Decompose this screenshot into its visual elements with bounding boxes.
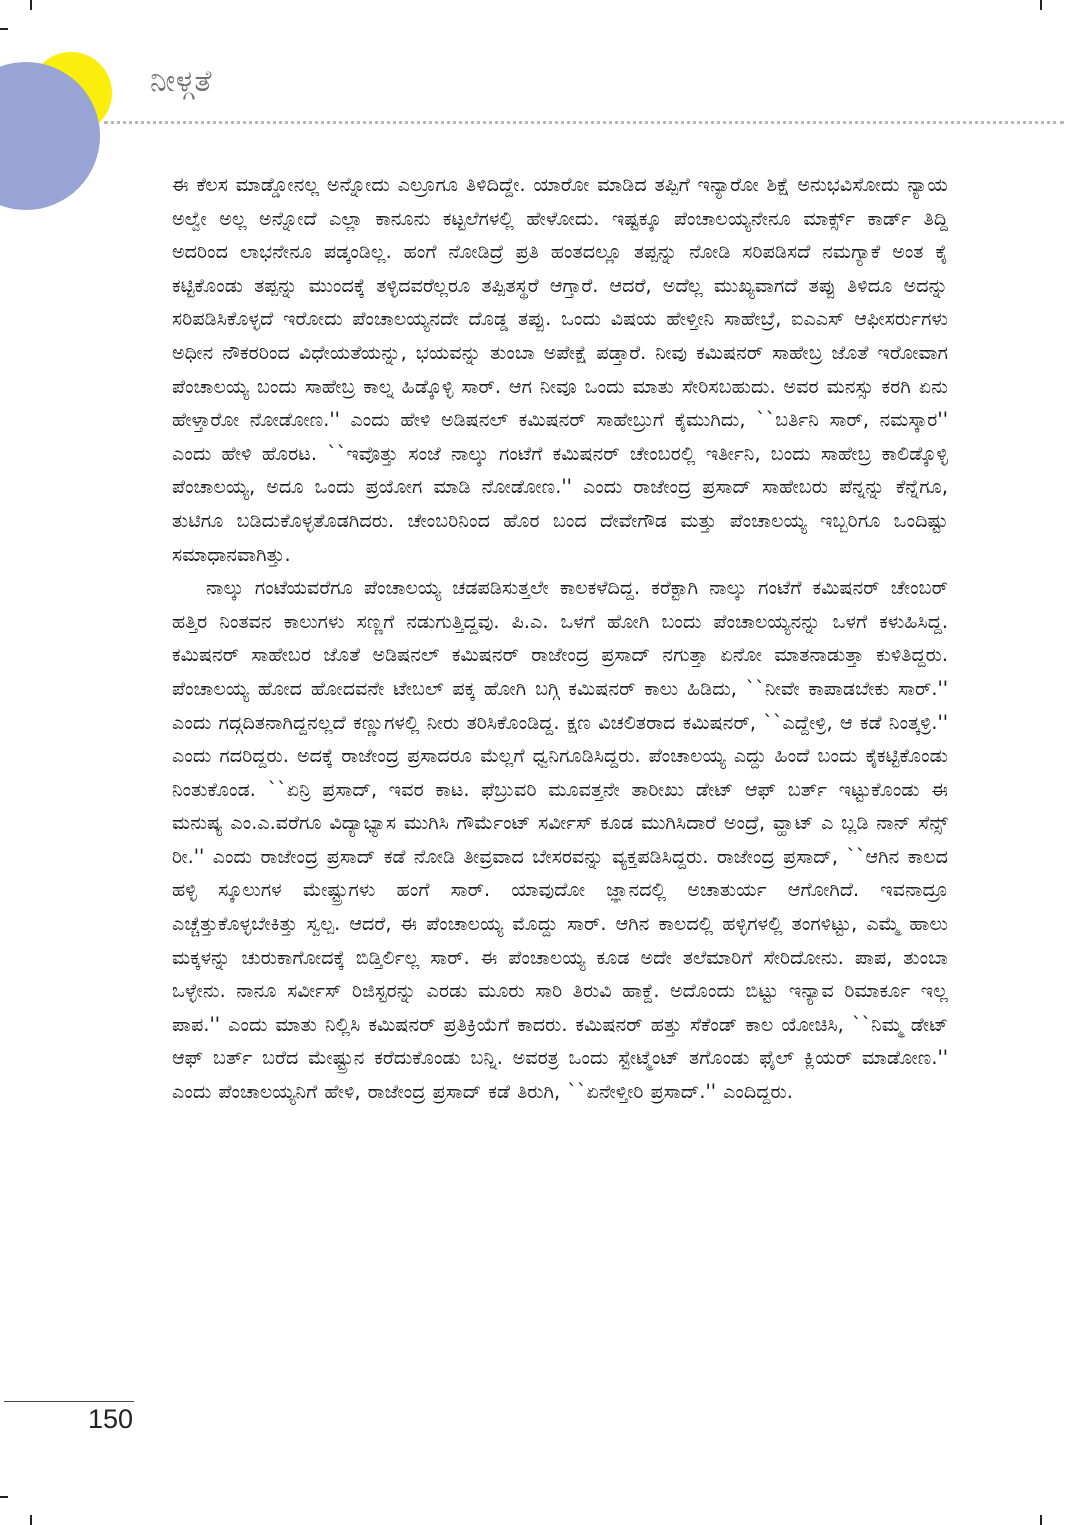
crop-mark-bottom-right — [1040, 1515, 1042, 1525]
crop-mark-bottom-left — [30, 1515, 32, 1525]
paragraph-2: ನಾಲ್ಕು ಗಂಟೆಯವರೆಗೂ ಪೆಂಚಾಲಯ್ಯ ಚಡಪಡಿಸುತ್ತಲೇ ಕಾಲಕಳೆದಿದ್ದ. ಕರೆಕ್ಟಾಗಿ ನಾಲ್ಕು ಗಂಟೆಗೆ ಕಮಿಷನರ್ ಚೇಂಬರ್ ಹತ್ತಿರ ನಿಂತವನ ಕಾಲುಗಳು ಸಣ್ಣಗೆ ನಡುಗುತ್ತಿದ್ದವು. ಪಿ.ಎ. ಒಳಗೆ ಹೋಗಿ ಬಂದು ಪೆಂಚಾಲಯ್ಯನನ್ನು ಒಳಗೆ ಕಳುಹಿಸಿದ್ದ. ಕಮಿಷನರ್ ಸಾಹೇಬರ ಜೊತೆ ಅಡಿಷನಲ್ ಕಮಿಷನರ್ ರಾಜೇಂದ್ರ ಪ್ರಸಾದ್ ನಗುತ್ತಾ ಏನೋ ಮಾತನಾಡುತ್ತಾ ಕುಳಿತಿದ್ದರು. ಪೆಂಚಾಲಯ್ಯ ಹೋದ ಹೋದವನೇ ಟೇಬಲ್ ಪಕ್ಕ ಹೋಗಿ ಬಗ್ಗಿ ಕಮಿಷನರ್ ಕಾಲು ಹಿಡಿದು, ``ನೀವೇ ಕಾಪಾಡಬೇಕು ಸಾರ್.'' ಎಂದು ಗದ್ಗದಿತನಾಗಿದ್ದನಲ್ಲದೆ ಕಣ್ಣುಗಳಲ್ಲಿ ನೀರು ತರಿಸಿಕೊಂಡಿದ್ದ. ಕ್ಷಣ ವಿಚಲಿತರಾದ ಕಮಿಷನರ್, ``ಎದ್ದೇಳ್ರಿ, ಆ ಕಡೆ ನಿಂತ್ಕಳ್ರಿ.'' ಎಂದು ಗದರಿದ್ದರು. ಅದಕ್ಕೆ ರಾಜೇಂದ್ರ ಪ್ರಸಾದರೂ ಮೆಲ್ಲಗೆ ಧ್ವನಿಗೂಡಿಸಿದ್ದರು. ಪೆಂಚಾಲಯ್ಯ ಎದ್ದು ಹಿಂದೆ ಬಂದು ಕೈಕಟ್ಟಿಕೊಂಡು ನಿಂತುಕೊಂಡ. ``ಏನ್ರಿ ಪ್ರಸಾದ್, ಇವರ ಕಾಟ. ಫೆಬ್ರುವರಿ ಮೂವತ್ತನೇ ತಾರೀಖು ಡೇಟ್ ಆಫ್ ಬರ್ತ್ ಇಟ್ಟುಕೊಂಡು ಈ ಮನುಷ್ಯ ಎಂ.ಎ.ವರೆಗೂ ವಿದ್ಯಾಭ್ಯಾಸ ಮುಗಿಸಿ ಗೌರ್ಮೆಂಟ್ ಸರ್ವೀಸ್ ಕೂಡ ಮುಗಿಸಿದಾರೆ ಅಂದ್ರೆ, ವ್ಹಾಟ್ ಎ ಬ್ಲಡಿ ನಾನ್ ಸೆನ್ಸ್ ರೀ.'' ಎಂದು ರಾಜೇಂದ್ರ ಪ್ರಸಾದ್ ಕಡೆ ನೋಡಿ ತೀವ್ರವಾದ ಬೇಸರವನ್ನು ವ್ಯಕ್ತಪಡಿಸಿದ್ದರು. ರಾಜೇಂದ್ರ ಪ್ರಸಾದ್, ``ಆಗಿನ ಕಾಲದ ಹಳ್ಳಿ ಸ್ಕೂಲುಗಳ ಮೇಷ್ಟ್ರುಗಳು ಹಂಗೆ ಸಾರ್. ಯಾವುದೋ ಜ್ಞಾನದಲ್ಲಿ ಅಚಾತುರ್ಯ ಆಗೋಗಿದೆ. ಇವನಾದ್ರೂ ಎಚ್ಚೆತ್ತುಕೊಳ್ಳಬೇಕಿತ್ತು ಸ್ವಲ್ಪ. ಆದರೆ, ಈ ಪೆಂಚಾಲಯ್ಯ ಮೊದ್ದು ಸಾರ್. ಆಗಿನ ಕಾಲದಲ್ಲಿ ಹಳ್ಳಿಗಳಲ್ಲಿ ತಂಗಳಿಟ್ಟು, ಎಮ್ಮೆ ಹಾಲು ಮಕ್ಕಳನ್ನು ಚುರುಕಾಗೋದಕ್ಕೆ ಬಿಡ್ತಿರ್ಲಿಲ್ಲ ಸಾರ್. ಈ ಪೆಂಚಾಲಯ್ಯ ಕೂಡ ಅದೇ ತಲೆಮಾರಿಗೆ ಸೇರಿದೋನು. ಪಾಪ, ತುಂಬಾ ಒಳ್ಳೇನು. ನಾನೂ ಸರ್ವೀಸ್ ರಿಜಿಸ್ಟರನ್ನು ಎರಡು ಮೂರು ಸಾರಿ ತಿರುವಿ ಹಾಕ್ದೆ. ಅದೊಂದು ಬಿಟ್ಟು ಇನ್ಯಾವ ರಿಮಾರ್ಕೂ ಇಲ್ಲ ಪಾಪ.'' ಎಂದು ಮಾತು ನಿಲ್ಲಿಸಿ ಕಮಿಷನರ್ ಪ್ರತಿಕ್ರಿಯೆಗೆ ಕಾದರು. ಕಮಿಷನರ್ ಹತ್ತು ಸೆಕೆಂಡ್ ಕಾಲ ಯೋಚಿಸಿ, ``ನಿಮ್ಮ ಡೇಟ್ ಆಫ್ ಬರ್ತ್ ಬರೆದ ಮೇಷ್ಟ್ರುನ ಕರೆದುಕೊಂಡು ಬನ್ನಿ. ಅವರತ್ರ ಒಂದು ಸ್ಟೇಟ್ಮೆಂಟ್ ತಗೊಂಡು ಫೈಲ್ ಕ್ಲಿಯರ್ ಮಾಡೋಣ.'' ಎಂದು ಪೆಂಚಾಲಯ್ಯನಿಗೆ ಹೇಳಿ, ರಾಜೇಂದ್ರ ಪ್ರಸಾದ್ ಕಡೆ ತಿರುಗಿ, ``ಏನೇಳ್ತೀರಿ ಪ್ರಸಾದ್.'' ಎಂದಿದ್ದರು. — [172, 576, 948, 1104]
header-dotted-rule — [104, 121, 1064, 124]
running-title: ನೀಳ್ಗತೆ — [150, 64, 212, 99]
page-number: 150 — [88, 1404, 134, 1434]
paragraph-1: ಈ ಕೆಲಸ ಮಾಡ್ಡೋನಲ್ಲ ಅನ್ನೋದು ಎಲ್ರೂಗೂ ತಿಳಿದಿದ್ದೇ. ಯಾರೋ ಮಾಡಿದ ತಪ್ಪಿಗೆ ಇನ್ಯಾರೋ ಶಿಕ್ಷೆ ಅನುಭವಿಸೋದು ನ್ಯಾಯ ಅಲ್ವೇ ಅಲ್ಲ ಅನ್ನೋದೆ ಎಲ್ಲಾ ಕಾನೂನು ಕಟ್ಟಲೆಗಳಲ್ಲಿ ಹೇಳೋದು. ಇಷ್ಟಕ್ಕೂ ಪೆಂಚಾಲಯ್ಯನೇನೂ ಮಾರ್ಕ್ಸ್ ಕಾರ್ಡ್ ತಿದ್ದಿ ಅದರಿಂದ ಲಾಭನೇನೂ ಪಡ್ಕಂಡಿಲ್ಲ. ಹಂಗೆ ನೋಡಿದ್ರೆ ಪ್ರತಿ ಹಂತದಲ್ಲೂ ತಪ್ಪನ್ನು ನೋಡಿ ಸರಿಪಡಿಸದೆ ನಮಗ್ಯಾಕೆ ಅಂತ ಕೈ ಕಟ್ಟಿಕೊಂಡು ತಪ್ಪನ್ನು ಮುಂದಕ್ಕೆ ತಳ್ಳಿದವರೆಲ್ಲರೂ ತಪ್ಪಿತಸ್ಥರೆ ಆಗ್ತಾರೆ. ಆದರೆ, ಅದೆಲ್ಲ ಮುಖ್ಯವಾಗದೆ ತಪ್ಪು ತಿಳಿದೂ ಅದನ್ನು ಸರಿಪಡಿಸಿಕೊಳ್ಳದೆ ಇರೋದು ಪೆಂಚಾಲಯ್ಯನದೇ ದೊಡ್ಡ ತಪ್ಪು. ಒಂದು ವಿಷಯ ಹೇಳ್ತೀನಿ ಸಾಹೇಬ್ರೆ, ಐಎಎಸ್ ಆಫೀಸರ್ರುಗಳು ಅಧೀನ ನೌಕರರಿಂದ ವಿಧೇಯತೆಯನ್ನು, ಭಯವನ್ನು ತುಂಬಾ ಅಪೇಕ್ಷೆ ಪಡ್ತಾರೆ. ನೀವು ಕಮಿಷನರ್ ಸಾಹೇಬ್ರ ಜೊತೆ ಇರೋವಾಗ ಪೆಂಚಾಲಯ್ಯ ಬಂದು ಸಾಹೇಬ್ರ ಕಾಲ್ನ ಹಿಡ್ಕೊಳ್ಳಿ ಸಾರ್. ಆಗ ನೀವೂ ಒಂದು ಮಾತು ಸೇರಿಸಬಹುದು. ಅವರ ಮನಸ್ಸು ಕರಗಿ ಏನು ಹೇಳ್ತಾರೋ ನೋಡೋಣ.'' ಎಂದು ಹೇಳಿ ಅಡಿಷನಲ್ ಕಮಿಷನರ್ ಸಾಹೇಬ್ರುಗೆ ಕೈಮುಗಿದು, ``ಬರ್ತಿನಿ ಸಾರ್, ನಮಸ್ಕಾರ'' ಎಂದು ಹೇಳಿ ಹೊರಟ. ``ಇವೊತ್ತು ಸಂಜೆ ನಾಲ್ಕು ಗಂಟೆಗೆ ಕಮಿಷನರ್ ಚೇಂಬರಲ್ಲಿ ಇರ್ತೀನಿ, ಬಂದು ಸಾಹೇಬ್ರ ಕಾಲಿಡ್ಕೊಳ್ಳಿ ಪೆಂಚಾಲಯ್ಯ, ಅದೂ ಒಂದು ಪ್ರಯೋಗ ಮಾಡಿ ನೋಡೋಣ.'' ಎಂದು ರಾಜೇಂದ್ರ ಪ್ರಸಾದ್ ಸಾಹೇಬರು ಪೆನ್ನನ್ನು ಕೆನ್ನೆಗೂ, ತುಟಿಗೂ ಬಡಿದುಕೊಳ್ಳತೊಡಗಿದರು. ಚೇಂಬರಿನಿಂದ ಹೊರ ಬಂದ ದೇವೇಗೌಡ ಮತ್ತು ಪೆಂಚಾಲಯ್ಯ ಇಬ್ಬರಿಗೂ ಒಂದಿಷ್ಟು ಸಮಾಧಾನವಾಗಿತ್ತು. — [172, 173, 948, 566]
body-text — [172, 168, 948, 1109]
crop-mark-bottom-left-h — [0, 1496, 8, 1498]
folio-rule — [4, 1401, 134, 1402]
